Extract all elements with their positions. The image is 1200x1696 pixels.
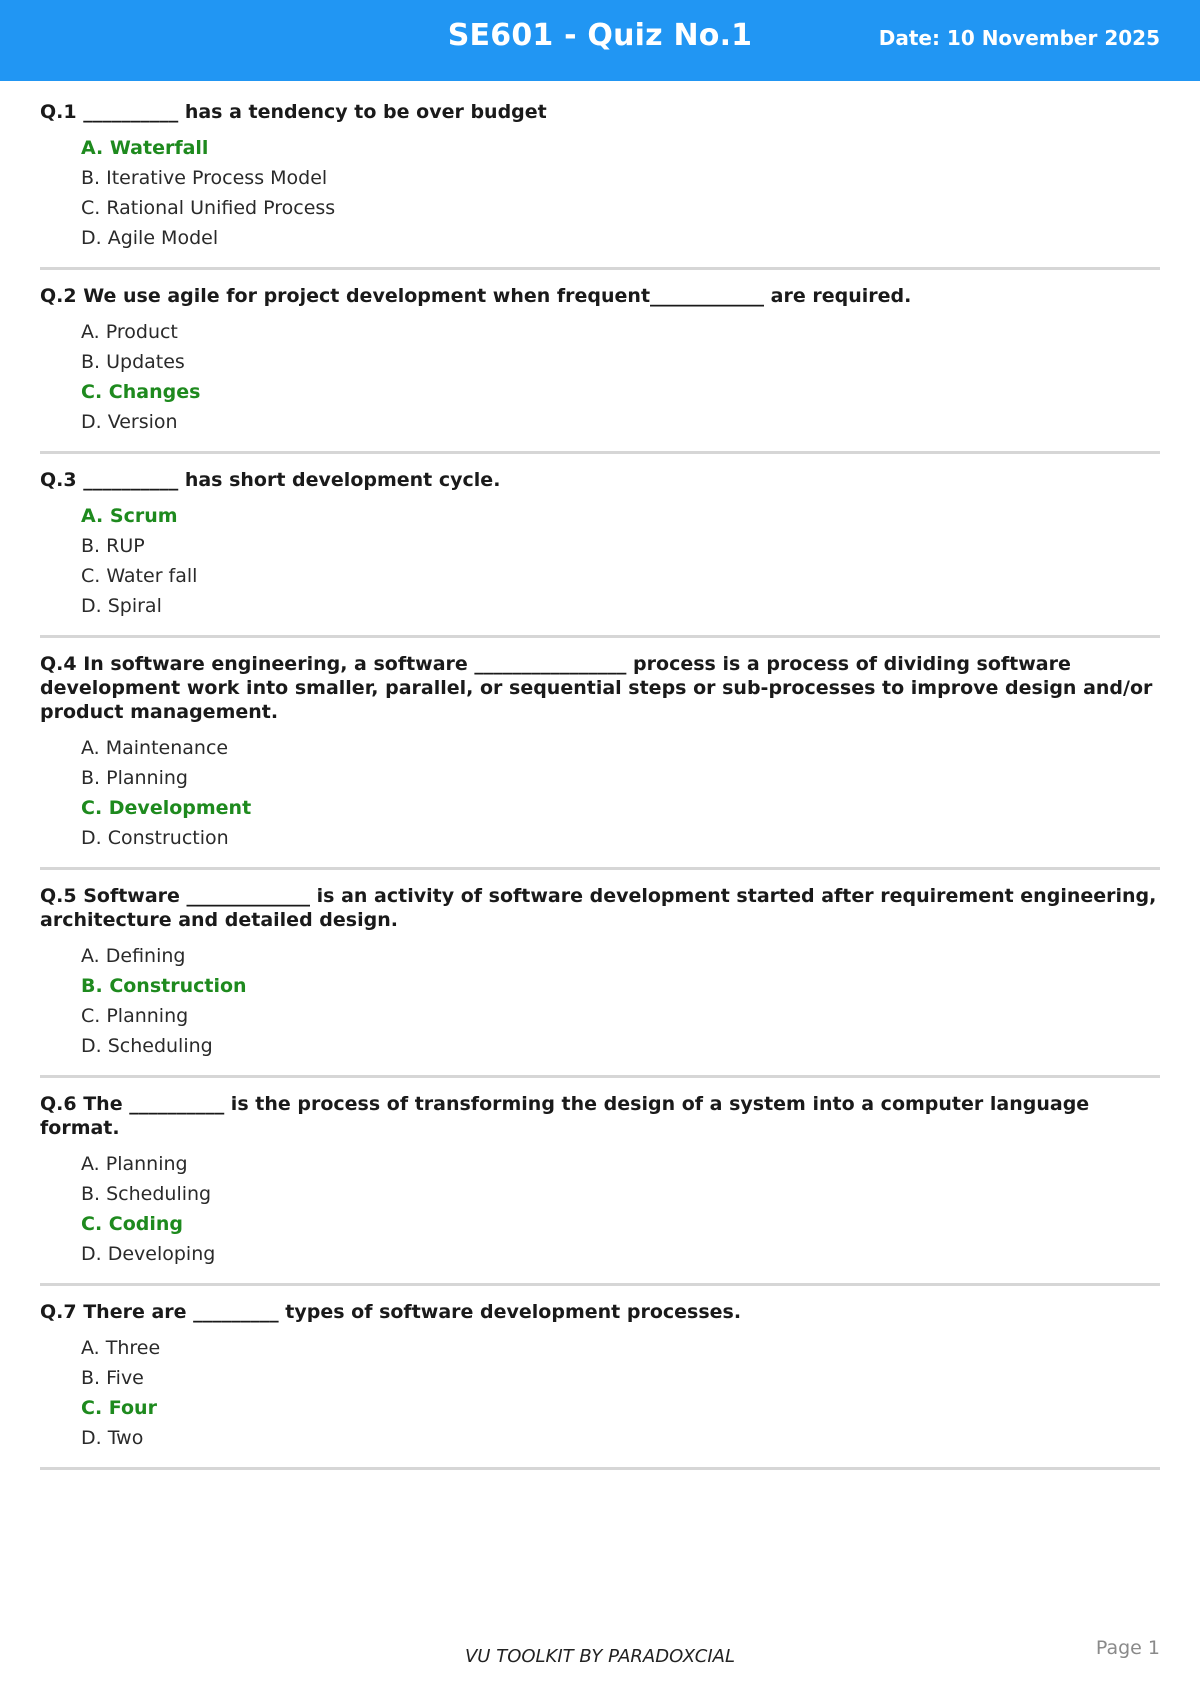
question-2: [40, 284, 1160, 454]
option-list: [40, 941, 1160, 1061]
question-text: Q.6 The __________ is the process of transforming the design of a system into a computer language format.: [40, 1093, 1090, 1139]
question-text: Q.4 In software engineering, a software ________________ process is a process of dividing software development work into smaller, parallel, or sequential steps or sub-processes to improve design and/or product management.: [40, 653, 1153, 723]
option-a: A. Scrum: [81, 505, 178, 527]
question-4: [40, 652, 1160, 870]
option-c: C. Development: [81, 797, 252, 819]
option-list: [40, 733, 1160, 853]
question-text: Q.7 There are _________ types of software development processes.: [40, 1301, 742, 1323]
question-list: [40, 100, 1160, 1484]
option-c: C. Water fall: [81, 565, 198, 587]
option-c: C. Rational Unified Process: [81, 197, 336, 219]
option-list: [40, 1333, 1160, 1453]
option-b: B. Updates: [81, 351, 185, 373]
option-d: D. Version: [81, 411, 178, 433]
option-d: D. Two: [81, 1427, 144, 1449]
question-text: Q.3 __________ has short development cycle.: [40, 469, 501, 491]
option-list: [40, 317, 1160, 437]
option-b: B. Construction: [81, 975, 247, 997]
option-list: [40, 133, 1160, 253]
question-6: [40, 1092, 1160, 1286]
option-c: C. Planning: [81, 1005, 189, 1027]
option-a: A. Three: [81, 1337, 161, 1359]
option-a: A. Waterfall: [81, 137, 209, 159]
option-a: A. Defining: [81, 945, 186, 967]
option-b: B. Five: [81, 1367, 144, 1389]
question-7: [40, 1300, 1160, 1470]
question-text: Q.1 __________ has a tendency to be over budget: [40, 101, 547, 123]
option-list: [40, 1149, 1160, 1269]
page-number: Page 1: [1095, 1637, 1160, 1659]
option-d: D. Developing: [81, 1243, 216, 1265]
option-d: D. Scheduling: [81, 1035, 213, 1057]
quiz-date: Date: 10 November 2025: [878, 26, 1160, 50]
option-c: C. Changes: [81, 381, 201, 403]
option-b: B. RUP: [81, 535, 145, 557]
option-d: D. Construction: [81, 827, 229, 849]
option-d: D. Spiral: [81, 595, 162, 617]
question-text: Q.2 We use agile for project development when frequent____________ are required.: [40, 285, 912, 307]
option-b: B. Planning: [81, 767, 188, 789]
option-c: C. Four: [81, 1397, 157, 1419]
question-text: Q.5 Software _____________ is an activity of software development started after requirement engineering, architecture and detailed design.: [40, 885, 1157, 931]
page-header: [0, 0, 1200, 81]
option-a: A. Product: [81, 321, 178, 343]
option-d: D. Agile Model: [81, 227, 219, 249]
quiz-title: SE601 - Quiz No.1: [447, 18, 753, 53]
question-5: [40, 884, 1160, 1078]
option-list: [40, 501, 1160, 621]
option-c: C. Coding: [81, 1213, 184, 1235]
option-a: A. Planning: [81, 1153, 188, 1175]
footer-credit: VU TOOLKIT BY PARADOXCIAL: [464, 1646, 736, 1667]
question-3: [40, 468, 1160, 638]
option-b: B. Scheduling: [81, 1183, 212, 1205]
option-b: B. Iterative Process Model: [81, 167, 328, 189]
question-1: [40, 100, 1160, 270]
option-a: A. Maintenance: [81, 737, 229, 759]
